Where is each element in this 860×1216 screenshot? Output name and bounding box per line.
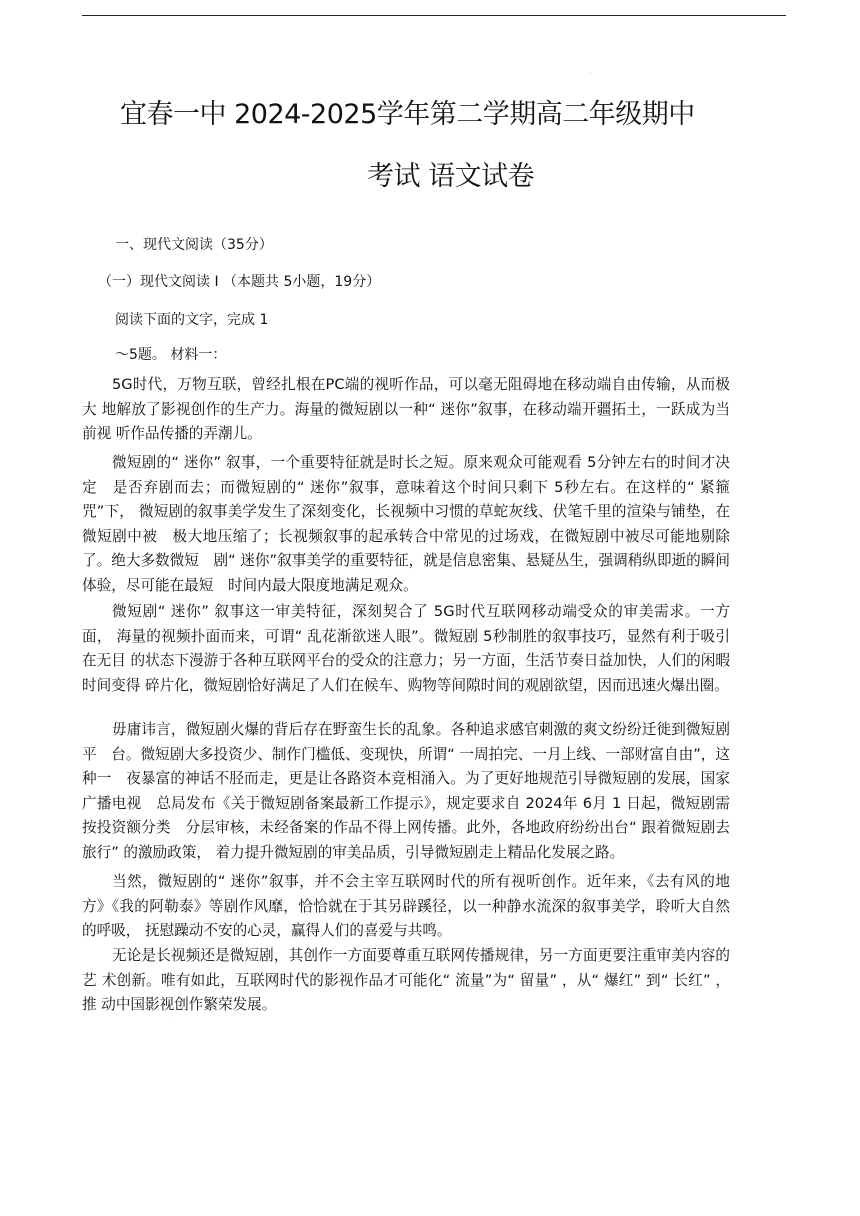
section-heading: 一、现代文阅读（35分） [115,237,273,253]
instruction-line1: 阅读下面的文字，完成 1 [115,312,269,328]
paragraph-5: 当然，微短剧的“ 迷你”叙事，并不会主宰互联网时代的所有视听创作。近年来，《去有风的地方》《我的阿勒泰》等剧作风靡，恰恰就在于其另辟蹊径，以一种静水流深的叙事美学，聆听大自然的呼吸， 抚慰躁动不安的心灵，赢得人们的喜爱与共鸣。 [82,873,730,939]
scan-dot: · [173,1018,175,1025]
paragraph-3: 微短剧“ 迷你” 叙事这一审美特征，深刻契合了 5G时代互联网移动端受众的审美需求。一方面， 海量的视频扑面而来，可谓“ 乱花渐欲迷人眼”。微短剧 5秒制胜的叙事技巧，显然有利于吸引在无目 的状态下漫游于各种互联网平台的受众的注意力；另一方面，生活节奏日益加快，人们的闲暇时间变得 碎片化，微短剧恰好满足了人们在候车、购物等间隙时间的观剧欲望，因而迅速火爆出圈。 [82,603,730,694]
subsection-heading: （一）现代文阅读 I （本题共 5小题，19分） [98,274,381,290]
paragraph-4: 毋庸讳言，微短剧火爆的背后存在野蛮生长的乱象。各种追求感官刺激的爽文纷纷迁徙到微短剧平 台。微短剧大多投资少、制作门槛低、变现快，所谓“ 一周拍完、一月上线、一部财富自由”，这种一 夜暴富的神话不胫而走，更是让各路资本竞相涌入。为了更好地规范引导微短剧的发展，国家广播电视 总局发布《关于微短剧备案最新工作提示》，规定要求自 2024年 6月 1 日起，微短剧需按投资额分类 分层审核，未经备案的作品不得上网传播。此外，各地政府纷纷出台“ 跟着微短剧去旅行” 的激励政策， 着力提升微短剧的审美品质，引导微短剧走上精品化发展之路。 [82,721,730,861]
paragraph-1: 5G时代，万物互联，曾经扎根在PC端的视听作品，可以毫无阻碍地在移动端自由传输，从而极大 地解放了影视创作的生产力。海量的微短剧以一种“ 迷你”叙事，在移动端开疆拓土，一跃成为当前视 听作品传播的弄潮儿。 [82,376,730,442]
paragraph-2: 微短剧的“ 迷你” 叙事，一个重要特征就是时长之短。原来观众可能观看 5分钟左右的时间才决定 是否弃剧而去；而微短剧的“ 迷你”叙事，意味着这个时间只剩下 5秒左右。在这样的“ 紧箍咒”下， 微短剧的叙事美学发生了深刻变化，长视频中习惯的草蛇灰线、伏笔千里的渲染与铺垫，在微短剧中被 极大地压缩了；长视频叙事的起承转合中常见的过场戏，在微短剧中被尽可能地剔除了。绝大多数微短 剧“ 迷你”叙事美学的重要特征，就是信息密集、悬疑丛生，强调稍纵即逝的瞬间体验，尽可能在最短 时间内最大限度地满足观众。 [82,454,730,594]
paragraph-6: 无论是长视频还是微短剧，其创作一方面要尊重互联网传播规律，另一方面更要注重审美内容的艺 术创新。唯有如此，互联网时代的影视作品才可能化“ 流量”为“ 留量” ，从“ 爆红” 到“ 长红” ，推 动中国影视创作繁荣发展。 [82,947,730,1013]
exam-title-line2: 考试 语文试卷 [367,161,535,192]
top-rule [82,15,786,16]
instruction-line2: ～5题。 材料一： [115,347,227,363]
scan-dot: · [590,70,592,77]
exam-title-line1: 宜春一中 2024-2025学年第二学期高二年级期中 [120,99,695,130]
